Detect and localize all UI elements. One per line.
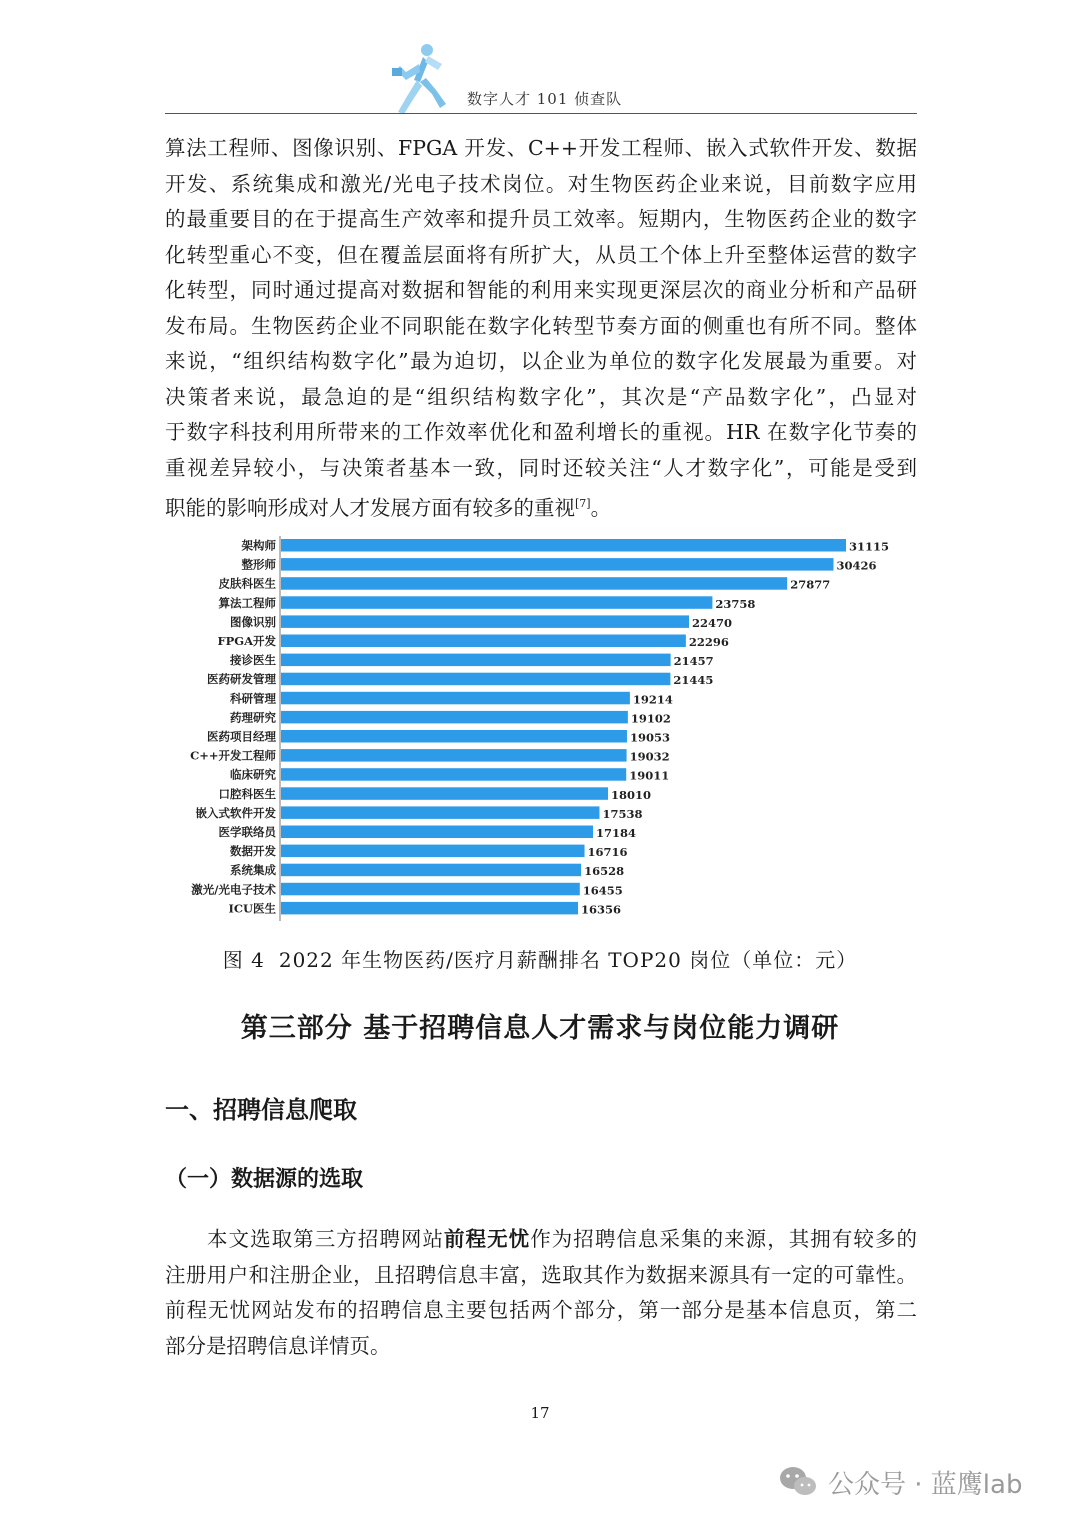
bar	[281, 673, 670, 686]
data-label: 16528	[584, 864, 625, 879]
paragraph-line: 来说，“组织结构数字化”最为迫切，以企业为单位的数字化发展最为重要。对	[165, 349, 917, 373]
paragraph-text: 作为招聘信息采集的来源，其拥有较多的	[530, 1227, 917, 1251]
paragraph-line: 发布局。生物医药企业不同职能在数字化转型节奏方面的侧重也有所不同。整体	[165, 313, 917, 338]
bar	[281, 768, 626, 781]
bar	[281, 711, 628, 724]
paragraph-line: 注册用户和注册企业，且招聘信息丰富，选取其作为数据来源具有一定的可靠性。	[165, 1262, 917, 1287]
body-paragraph-1	[165, 131, 917, 526]
part-title: 第三部分 基于招聘信息人才需求与岗位能力调研	[240, 1013, 840, 1044]
paragraph-line: 前程无忧网站发布的招聘信息主要包括两个部分，第一部分是基本信息页，第二	[165, 1298, 917, 1322]
data-label: 21457	[673, 654, 714, 669]
paragraph-text: 本文选取第三方招聘网站	[207, 1227, 445, 1251]
page-number: 17	[530, 1404, 550, 1422]
bar	[281, 902, 578, 915]
data-label: 17184	[596, 826, 637, 840]
bar	[281, 864, 581, 877]
data-label: 16716	[587, 845, 628, 860]
category-tick-label: 医药研发管理	[207, 672, 276, 687]
bar	[281, 806, 599, 819]
data-label: 19102	[630, 711, 671, 726]
bar	[281, 539, 846, 552]
bar	[281, 692, 630, 705]
data-label: 23758	[715, 596, 756, 611]
category-tick-label: 口腔科医生	[218, 786, 276, 801]
salary-bar-chart	[160, 534, 900, 924]
data-label: 31115	[849, 539, 890, 554]
data-label: 21445	[673, 673, 714, 688]
paragraph-line: 化转型，同时通过提高对数据和智能的利用来实现更深层次的商业分析和产品研	[165, 278, 917, 302]
paragraph-line-text: 职能的影响形成对人才发展方面有较多的重视	[165, 495, 575, 520]
bar	[281, 615, 689, 628]
bar	[281, 730, 627, 743]
data-label: 22296	[688, 635, 729, 649]
data-label: 30426	[836, 558, 877, 573]
data-label: 19053	[629, 730, 670, 745]
running-figure-logo-icon	[390, 42, 450, 116]
category-tick-label: FPGA开发	[217, 634, 276, 648]
category-tick-label: 激光/光电子技术	[191, 882, 276, 897]
category-tick-label: 皮肤科医生	[218, 576, 276, 591]
category-tick-label: 接诊医生	[230, 653, 276, 668]
paragraph-last-line	[165, 486, 917, 526]
category-tick-label: 科研管理	[230, 691, 276, 706]
data-label: 17538	[602, 806, 643, 821]
bar	[281, 749, 627, 762]
category-tick-label: 整形师	[241, 557, 276, 572]
paragraph-line: 开发、系统集成和激光/光电子技术岗位。对生物医药企业来说，目前数字应用	[165, 171, 917, 196]
category-tick-label: 医药项目经理	[207, 729, 276, 744]
bar	[281, 577, 787, 590]
bar	[281, 558, 833, 571]
data-label: 22470	[692, 615, 733, 630]
paragraph-first-line	[165, 1222, 917, 1258]
category-tick-label: 数据开发	[230, 844, 276, 859]
data-label: 18010	[611, 787, 652, 802]
bar	[281, 787, 608, 800]
category-tick-label: 临床研究	[230, 767, 276, 782]
paragraph-line: 重视差异较小，与决策者基本一致，同时还较关注“人才数字化”，可能是受到	[165, 455, 917, 480]
highlight-site-name: 前程无忧	[444, 1227, 531, 1251]
category-tick-label: 架构师	[241, 538, 276, 553]
header-title: 数字人才 101 侦查队	[467, 90, 623, 108]
data-label: 19011	[629, 768, 670, 783]
page-header	[165, 40, 917, 116]
paragraph-line: 算法工程师、图像识别、FPGA 开发、C++开发工程师、嵌入式软件开发、数据	[165, 136, 917, 160]
header-rule	[165, 113, 917, 114]
data-label: 19214	[632, 692, 673, 707]
bar	[281, 883, 580, 896]
bar	[281, 826, 593, 839]
data-label: 16455	[582, 883, 623, 898]
paragraph-line: 部分是招聘信息详情页。	[165, 1333, 391, 1358]
category-tick-label: 医学联络员	[218, 825, 276, 839]
watermark	[778, 1462, 1022, 1502]
bar	[281, 635, 686, 648]
paragraph-line: 决策者来说，最急迫的是“组织结构数字化”，其次是“产品数字化”，凸显对	[165, 384, 917, 409]
figure-number: 图 4	[222, 948, 265, 972]
figure-caption	[0, 944, 1080, 973]
category-tick-label: C++开发工程师	[190, 748, 276, 763]
wechat-icon	[778, 1464, 818, 1500]
watermark-text: 公众号 · 蓝鹰lab	[828, 1469, 1023, 1500]
category-tick-label: 药理研究	[230, 710, 276, 725]
data-label: 27877	[790, 577, 831, 592]
figure-caption-text: 2022 年生物医药/医疗月薪酬排名 TOP20 岗位（单位：元）	[278, 948, 858, 972]
category-tick-label: 算法工程师	[218, 595, 276, 610]
subsection-heading: （一）数据源的选取	[165, 1167, 364, 1192]
section-heading: 一、招聘信息爬取	[165, 1096, 357, 1124]
category-tick-label: 嵌入式软件开发	[195, 805, 276, 820]
paragraph-end-punct: 。	[590, 495, 612, 520]
paragraph-line: 化转型重心不变，但在覆盖层面将有所扩大，从员工个体上升至整体运营的数字	[165, 242, 917, 267]
body-paragraph-2	[165, 1222, 917, 1364]
category-tick-label: ICU医生	[228, 901, 276, 916]
data-label: 16356	[580, 902, 622, 917]
bar	[281, 654, 671, 667]
data-label: 19032	[629, 749, 670, 764]
paragraph-line: 的最重要目的在于提高生产效率和提升员工效率。短期内，生物医药企业的数字	[165, 207, 917, 231]
bar	[281, 845, 585, 858]
paragraph-line: 于数字科技利用所带来的工作效率优化和盈利增长的重视。HR 在数字化节奏的	[165, 420, 917, 444]
category-tick-label: 图像识别	[230, 614, 276, 629]
bar	[281, 596, 712, 609]
category-tick-label: 系统集成	[230, 863, 276, 878]
citation-ref: [7]	[575, 497, 591, 510]
